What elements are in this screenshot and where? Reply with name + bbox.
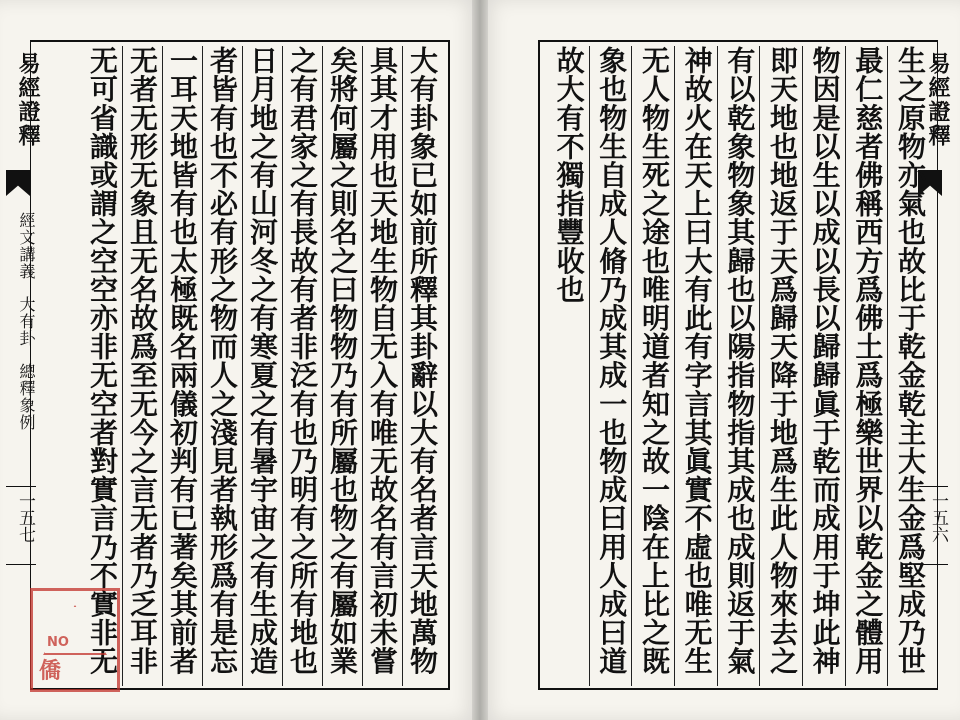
right-page [480,0,960,720]
text-column: 无人物生死之途也唯明道者知之故一陰在上比之既 [631,46,674,686]
text-column: 生之原物亦氣也故比于乾金乾主大生金爲堅成乃世 [887,46,930,686]
stamp-small-text: NO [47,635,69,650]
text-column: 无者无形无象且无名故爲至无今之言无者乃乏耳非 [122,46,162,686]
section-labels [14,212,38,431]
red-seal-stamp [30,588,120,692]
section-label-chapter: 經文講義 [17,212,36,280]
text-column: 有以乾象物象其歸也以陽指物指其成也成則返于氣 [717,46,760,686]
text-column: 大有卦象已如前所釋其卦辭以大有名者言天地萬物 [402,46,442,686]
text-column: 之有君家之有長故有者非泛有也乃明有之所有地也 [282,46,322,686]
stamp-text: 僑 [39,659,62,684]
text-column: 神故火在天上曰大有此有字言其眞實不虛也唯无生 [674,46,717,686]
section-label-hexagram: 大有卦 [17,296,36,347]
text-column: 即天地也地返于天爲歸天降于地爲生此人物來去之 [759,46,802,686]
text-column: 故大有不獨指豐收也 [552,46,586,304]
text-column: 具其才用也天地生物自无入有唯无故名有言初未嘗 [362,46,402,686]
fishtail-mark-left [6,170,30,196]
text-column: 一耳天地皆有也太極既名兩儀初判有已著矣其前者 [162,46,202,686]
book-gutter [472,0,488,720]
page-number-rule-top-left [6,486,36,487]
page-number-left: 一五七 [15,492,35,543]
text-column: 者皆有也不必有形之物而人之淺見者執形爲有是忘 [202,46,242,686]
book-title-left: 易經證釋 [15,52,41,148]
text-column: 物因是以生以成以長以歸歸眞于乾而成用于坤此神 [802,46,845,686]
text-column: 日月地之有山河冬之有寒夏之有暑宇宙之有生成造 [242,46,282,686]
book-title-right: 易經證釋 [925,52,951,148]
right-text-columns [546,46,930,686]
text-column: 无可省識或謂之空空亦非无空者對實言乃不實非无 [86,46,119,676]
text-column: 象也物生自成人脩乃成其成一也物成曰用人成曰道 [589,46,632,686]
text-column: 矣將何屬之則名之曰物物乃有所屬也物之有屬如業 [322,46,362,686]
section-label-topic: 總釋象例 [17,363,36,431]
text-column: 最仁慈者佛稱西方爲佛土爲極樂世界以乾金之體用 [845,46,888,686]
page-number-rule-bottom-left [6,564,36,565]
page-number-right: 一五六 [928,492,948,543]
